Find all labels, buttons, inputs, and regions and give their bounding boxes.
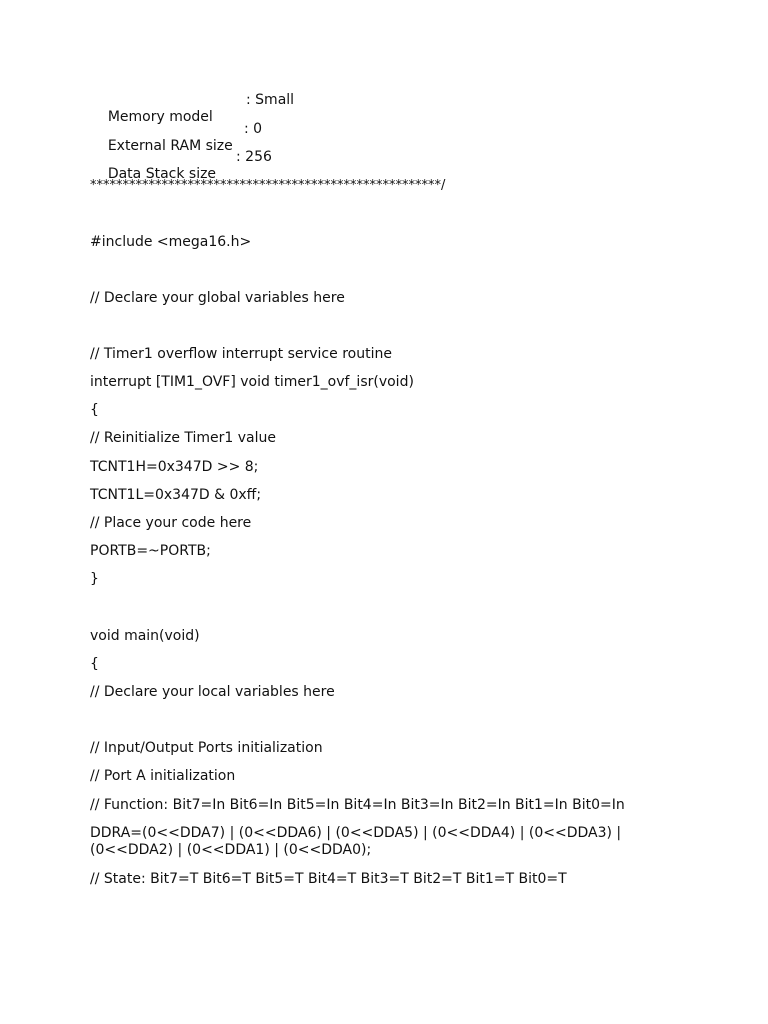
isr-close-brace: } — [90, 571, 99, 587]
external-ram-value: : 0 — [244, 121, 263, 137]
state-comment: // State: Bit7=T Bit6=T Bit5=T Bit4=T Bit3=T Bit2=T Bit1=T Bit0=T — [90, 871, 567, 887]
function-comment: // Function: Bit7=In Bit6=In Bit5=In Bit4=In Bit3=In Bit2=In Bit1=In Bit0=In — [90, 797, 625, 813]
include-directive: #include <mega16.h> — [90, 234, 252, 250]
reinit-comment: // Reinitialize Timer1 value — [90, 430, 277, 446]
global-variables-comment: // Declare your global variables here — [90, 290, 345, 306]
tcnt1l-statement: TCNT1L=0x347D & 0xff; — [90, 487, 262, 503]
data-stack-value: : 256 — [236, 149, 272, 165]
local-variables-comment: // Declare your local variables here — [90, 684, 335, 700]
main-declaration: void main(void) — [90, 628, 200, 644]
porta-init-comment: // Port A initialization — [90, 768, 236, 784]
isr-open-brace: { — [90, 402, 99, 418]
external-ram-label: External RAM size — [107, 138, 233, 154]
document-page — [90, 0, 650, 1024]
place-code-comment: // Place your code here — [90, 515, 252, 531]
tcnt1h-statement: TCNT1H=0x347D >> 8; — [90, 459, 259, 475]
comment-block-end: ******************************************************/ — [90, 178, 446, 193]
isr-comment: // Timer1 overflow interrupt service routine — [90, 346, 392, 362]
ddra-statement: DDRA=(0<<DDA7) | (0<<DDA6) | (0<<DDA5) | (0<<DDA4) | (0<<DDA3) | (0<<DDA2) | (0<<DDA1) | (0<<DDA0); — [90, 825, 622, 858]
portb-statement: PORTB=~PORTB; — [90, 543, 211, 559]
memory-model-value: : Small — [246, 92, 295, 108]
main-open-brace: { — [90, 656, 99, 672]
data-stack-label: Data Stack size — [107, 166, 217, 182]
memory-model-label: Memory model — [107, 109, 213, 125]
isr-declaration: interrupt [TIM1_OVF] void timer1_ovf_isr(void) — [90, 374, 414, 390]
io-init-comment: // Input/Output Ports initialization — [90, 740, 323, 756]
